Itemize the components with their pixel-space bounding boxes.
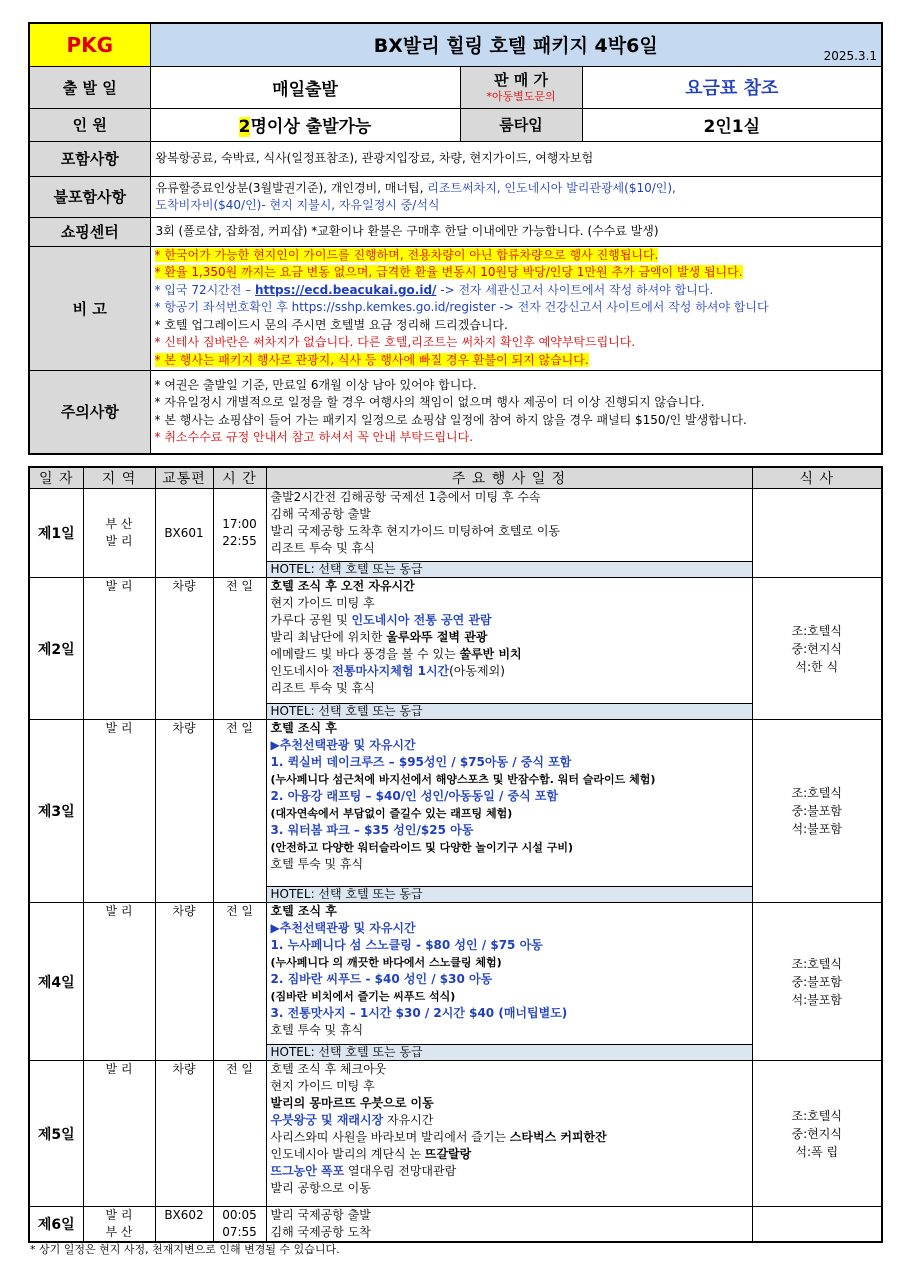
shopping-value: 3회 (폴로샵, 잡화점, 커피샵) *교환이나 환불은 구매후 한달 이내에만 가능합니다. (수수료 발생): [150, 217, 882, 246]
caution-list: [150, 370, 882, 454]
itinerary-day-row: [29, 1207, 882, 1243]
caution-cancellation: * 취소수수료 규정 안내서 참고 하셔서 꼭 안내 부탁드립니다.: [154, 430, 474, 445]
day-schedule: 호텔 조식 후 ▶추천선택관광 및 자유시간 1. 누사페니다 섬 스노클링 - $80 성인 / $75 아동 (누사페니다 의 깨끗한 바다에서 스노클링 체험) 2. 짐바란 씨푸드 - $40 성인 / $30 아동 (짐바란 비치에서 즐기는 씨푸드 석식) 3. 전통맛사지 – 1시간 $30 / 2시간 $40 (매너팁별도) 호텔 투숙 및 휴식 HOTEL: 선택 호텔 또는 동급: [266, 903, 752, 1061]
remark-guide: * 한국어가 가능한 현지인이 가이드를 진행하며, 전용차량이 아닌 합류차량으로 행사 진행됩니다.: [154, 247, 659, 262]
day-transport: BX601: [155, 489, 213, 578]
caution-passport: * 여권은 출발일 기준, 만료일 6개월 이상 남아 있어야 합니다.: [154, 377, 477, 392]
day-time: 00:05 07:55: [213, 1207, 266, 1243]
price-value: 요금표 참조: [582, 66, 882, 108]
price-note: *아동별도문의: [486, 89, 556, 103]
day-transport: 차량: [155, 903, 213, 1061]
day-region: 발 리: [83, 578, 155, 720]
day-transport: 차량: [155, 578, 213, 720]
issue-date: 2025.3.1: [823, 48, 878, 63]
header-day: 일 자: [29, 467, 83, 489]
shopping-label: 쇼핑센터: [29, 217, 150, 246]
remark-health: * 항공기 좌석번호확인 후 https://sshp.kemkes.go.id/register -> 전자 건강신고서 사이트에서 작성 하셔야 합니다: [154, 300, 769, 315]
excluded-value: [150, 176, 882, 217]
remarks-list: [150, 246, 882, 370]
excluded-label: 불포함사항: [29, 176, 150, 217]
caution-free-schedule: * 자유일정시 개별적으로 일정을 할 경우 여행사의 책임이 없으며 행사 제공이 더 이상 진행되지 않습니다.: [154, 395, 705, 410]
room-type-label: 룸타입: [460, 108, 582, 141]
day-label: 제3일: [29, 720, 83, 903]
price-label-cell: [460, 66, 582, 108]
day-label: 제4일: [29, 903, 83, 1061]
day-time: 전 일: [213, 720, 266, 903]
day-label: 제5일: [29, 1061, 83, 1207]
package-title-cell: [150, 23, 882, 66]
hotel-note: HOTEL: 선택 호텔 또는 동급: [267, 703, 752, 719]
hotel-note: HOTEL: 선택 호텔 또는 동급: [267, 1044, 752, 1060]
footnote: * 상기 일정은 현지 사정, 천재지변으로 인해 변경될 수 있습니다.: [30, 1243, 340, 1256]
people-label: 인 원: [29, 108, 150, 141]
excluded-text-blue-2: 도착비자비($40/인)- 현지 지불시, 자유일정시 중/석식: [155, 197, 440, 212]
itinerary-table: [28, 466, 883, 1243]
day-label: 제2일: [29, 578, 83, 720]
itinerary-day-row: [29, 903, 882, 1061]
day-schedule: 호텔 조식 후 ▶추천선택관광 및 자유시간 1. 퀵실버 데이크루즈 – $95성인 / $75아동 / 중식 포함 (누사페니다 섬근처에 바지선에서 해양스포츠 및 반잠수함. 워터 슬라이드 체험) 2. 아융강 래프팅 – $40/인 성인/아동동일 / 중식 포함 (대자연속에서 부담없이 즐길수 있는 래프팅 체험) 3. 워터봄 파크 – $35 성인/$25 아동 (안전하고 다양한 워터슬라이드 및 다양한 놀이기구 시설 구비) 호텔 투숙 및 휴식 HOTEL: 선택 호텔 또는 동급: [266, 720, 752, 903]
day-meal: [752, 489, 882, 578]
day-meal: [752, 1207, 882, 1243]
departure-label: 출 발 일: [29, 66, 150, 108]
day-time: 전 일: [213, 578, 266, 720]
remark-customs: * 입국 72시간전 – https://ecd.beacukai.go.id/ -> 전자 세관신고서 사이트에서 작성 하셔야 합니다.: [154, 282, 714, 297]
day-label: 제6일: [29, 1207, 83, 1243]
package-title: BX발리 힐링 호텔 패키지 4박6일: [373, 35, 658, 58]
people-value-cell: [150, 108, 460, 141]
day-region: 발 리: [83, 1061, 155, 1207]
day-schedule: 호텔 조식 후 체크아웃 현지 가이드 미팅 후 발리의 몽마르뜨 우붓으로 이동 우붓왕궁 및 재래시장 자유시간 사리스와띠 사원을 바라보며 발리에서 즐기는 스타벅스 커피한잔 인도네시아 발리의 계단식 논 뜨갈랄랑 뜨그농안 폭포 열대우림 전망대관람 발리 공항으로 이동: [266, 1061, 752, 1207]
day-time: 전 일: [213, 1061, 266, 1207]
day-region: 부 산 발 리: [83, 489, 155, 578]
hotel-note: HOTEL: 선택 호텔 또는 동급: [267, 561, 752, 577]
itinerary-day-row: [29, 489, 882, 578]
people-value: 명이상 출발가능: [250, 117, 372, 137]
day-meal: 조:호텔식 중:현지식 석:한 식: [752, 578, 882, 720]
header-meal: 식 사: [752, 467, 882, 489]
caution-shopping-penalty: * 본 행사는 쇼핑샵이 들어 가는 패키지 일정으로 쇼핑샵 일정에 참여 하지 않을 경우 패널티 $150/인 발생합니다.: [154, 412, 747, 427]
package-info-table: [28, 22, 883, 455]
remark-exchange-rate: * 환율 1,350원 까지는 요금 변동 없으며, 급격한 환율 변동시 10원당 박당/인당 1만원 추가 금액이 발생 됩니다.: [154, 265, 743, 280]
header-transport: 교통편: [155, 467, 213, 489]
remark-surcharge: * 신테사 짐바란은 써차지가 없습니다. 다른 호텔,리조트는 써차지 확인후 예약부탁드립니다.: [154, 335, 636, 350]
itinerary-day-row: [29, 1061, 882, 1207]
day-schedule: 호텔 조식 후 오전 자유시간 현지 가이드 미팅 후 가루다 공원 및 인도네시아 전통 공연 관람 발리 최남단에 위치한 울루와뚜 절벽 관광 에메랄드 빛 바다 풍경을 볼 수 있는 쑬루반 비치 인도네시아 전통마사지체험 1시간(아동제외) 리조트 투숙 및 휴식 HOTEL: 선택 호텔 또는 동급: [266, 578, 752, 720]
day-region: 발 리 부 산: [83, 1207, 155, 1243]
day-time: 전 일: [213, 903, 266, 1061]
day-meal: 조:호텔식 중:현지식 석:폭 립: [752, 1061, 882, 1207]
itinerary-day-row: [29, 578, 882, 720]
day-region: 발 리: [83, 720, 155, 903]
included-label: 포함사항: [29, 141, 150, 176]
day-region: 발 리: [83, 903, 155, 1061]
excluded-text-blue: 리조트써차지, 인도네시아 발리관광세($10/인),: [423, 180, 676, 195]
remarks-label: 비 고: [29, 246, 150, 370]
departure-value: 매일출발: [150, 66, 460, 108]
day-transport: 차량: [155, 720, 213, 903]
day-schedule: 발리 국제공항 출발 김해 국제공항 도착: [266, 1207, 752, 1243]
caution-label: 주의사항: [29, 370, 150, 454]
price-label: 판 매 가: [494, 70, 548, 89]
day-label: 제1일: [29, 489, 83, 578]
hotel-note: HOTEL: 선택 호텔 또는 동급: [267, 886, 752, 902]
day-time: 17:00 22:55: [213, 489, 266, 578]
day-meal: 조:호텔식 중:불포함 석:불포함: [752, 720, 882, 903]
remark-refund: * 본 행사는 패키지 행사로 관광지, 식사 등 행사에 빠질 경우 환불이 되지 않습니다.: [154, 352, 589, 367]
room-type-value: 2인1실: [582, 108, 882, 141]
day-meal: 조:호텔식 중:불포함 석:불포함: [752, 903, 882, 1061]
day-transport: BX602: [155, 1207, 213, 1243]
pkg-badge: PKG: [29, 23, 150, 66]
header-time: 시 간: [213, 467, 266, 489]
day-transport: 차량: [155, 1061, 213, 1207]
itinerary-header-row: [29, 467, 882, 489]
included-value: 왕복항공료, 숙박료, 식사(일정표참조), 관광지입장료, 차량, 현지가이드, 여행자보험: [150, 141, 882, 176]
customs-link[interactable]: https://ecd.beacukai.go.id/: [255, 282, 437, 297]
header-region: 지 역: [83, 467, 155, 489]
people-number: 2: [238, 117, 251, 137]
itinerary-day-row: [29, 720, 882, 903]
remark-upgrade: * 호텔 업그레이드시 문의 주시면 호텔별 요금 정리해 드리겠습니다.: [154, 317, 508, 332]
header-schedule: 주 요 행 사 일 정: [266, 467, 752, 489]
day-schedule: 출발2시간전 김해공항 국제선 1층에서 미팅 후 수속 김해 국제공항 출발 발리 국제공항 도착후 현지가이드 미팅하여 호텔로 이동 리조트 투숙 및 휴식 HOTEL: 선택 호텔 또는 동급: [266, 489, 752, 578]
excluded-text: 유류할증료인상분(3월발권기준), 개인경비, 매너팁,: [155, 180, 424, 195]
